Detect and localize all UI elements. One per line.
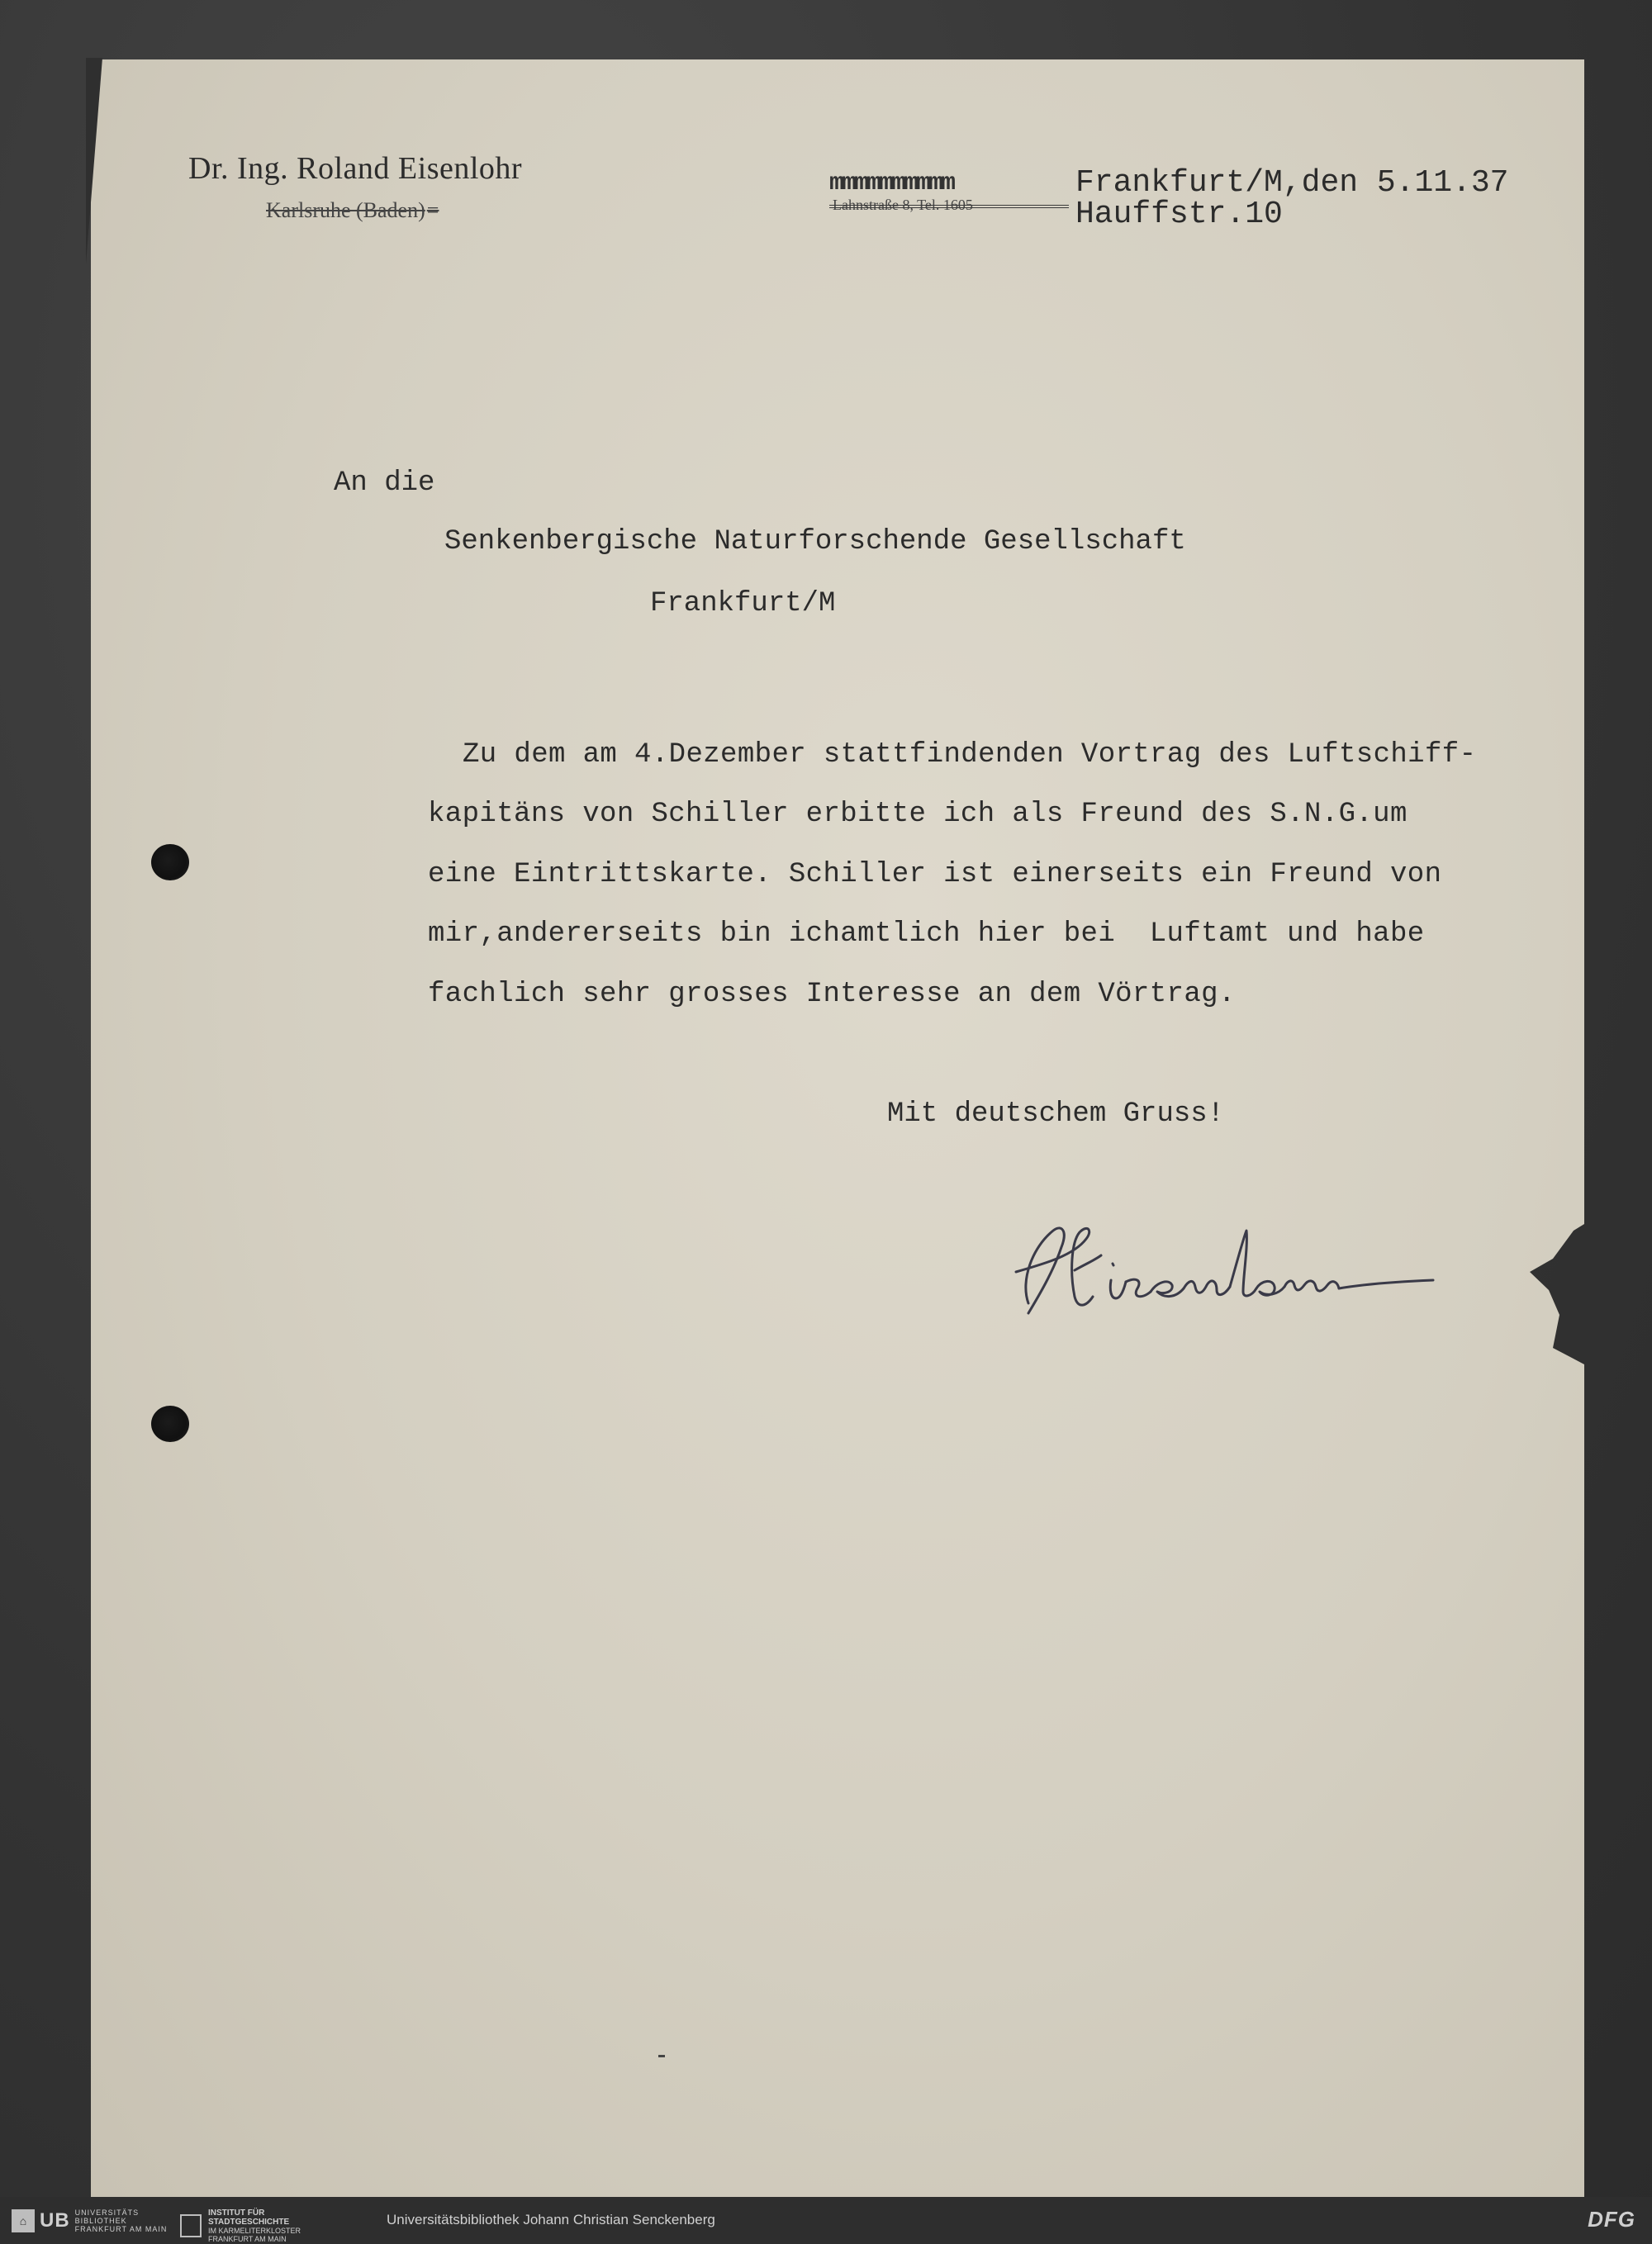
archive-footer bbox=[0, 2197, 1652, 2244]
ub-emblem-icon: ⌂ bbox=[12, 2209, 35, 2232]
ub-logo bbox=[12, 2208, 167, 2233]
body-line-4: mir,andererseits bin ichamtlich hier bei Luftamt und habe bbox=[428, 918, 1425, 950]
body-line-2: kapitäns von Schiller erbitte ich als Freund des S.N.G.um bbox=[428, 799, 1408, 830]
street-line: Hauffstr.10 bbox=[1075, 197, 1283, 232]
isg-line-4: FRANKFURT AM MAIN bbox=[208, 2235, 287, 2243]
isg-emblem-icon bbox=[180, 2214, 202, 2237]
address-line-3: Frankfurt/M bbox=[650, 588, 836, 619]
handwritten-signature bbox=[995, 1206, 1483, 1338]
ub-letters: UB bbox=[40, 2209, 70, 2232]
ub-line-2: BIBLIOTHEK bbox=[74, 2217, 127, 2225]
address-line-2: Senkenbergische Naturforschende Gesellschaft bbox=[444, 526, 1186, 557]
punch-hole-top bbox=[151, 844, 189, 880]
dfg-logo: DFG bbox=[1588, 2207, 1635, 2232]
letterhead-name: Dr. Ing. Roland Eisenlohr bbox=[188, 151, 523, 186]
address-line-1: An die bbox=[334, 467, 435, 499]
letter-paper bbox=[91, 59, 1584, 2197]
struck-old-header: mmmmmmmmmm bbox=[829, 169, 954, 194]
date-line: Frankfurt/M,den 5.11.37 bbox=[1075, 165, 1509, 201]
strike-through-marks bbox=[829, 205, 1069, 230]
stray-mark bbox=[658, 2055, 665, 2057]
ub-line-3: FRANKFURT AM MAIN bbox=[74, 2225, 168, 2233]
ub-line-1: UNIVERSITÄTS bbox=[74, 2208, 140, 2217]
ub-text bbox=[75, 2208, 168, 2233]
body-line-1: Zu dem am 4.Dezember stattfindenden Vortrag des Luftschiff- bbox=[463, 739, 1477, 771]
isg-logo bbox=[180, 2208, 301, 2243]
isg-line-1: INSTITUT FÜR bbox=[208, 2208, 265, 2218]
isg-line-3: IM KARMELITERKLOSTER bbox=[208, 2227, 301, 2235]
closing: Mit deutschem Gruss! bbox=[887, 1098, 1225, 1130]
footer-caption: Universitätsbibliothek Johann Christian Senckenberg bbox=[387, 2212, 715, 2227]
isg-text bbox=[208, 2208, 301, 2243]
punch-hole-bottom bbox=[151, 1406, 189, 1442]
body-line-3: eine Eintrittskarte. Schiller ist einerseits ein Freund von bbox=[428, 859, 1442, 890]
body-line-5: fachlich sehr grosses Interesse an dem Vörtrag. bbox=[428, 979, 1236, 1010]
letterhead-old-city: Karlsruhe (Baden) = bbox=[266, 198, 439, 223]
isg-line-2: STADTGESCHICHTE bbox=[208, 2218, 290, 2227]
struck-old-street: Lahnstraße 8, Tel. 1605 bbox=[833, 197, 973, 213]
